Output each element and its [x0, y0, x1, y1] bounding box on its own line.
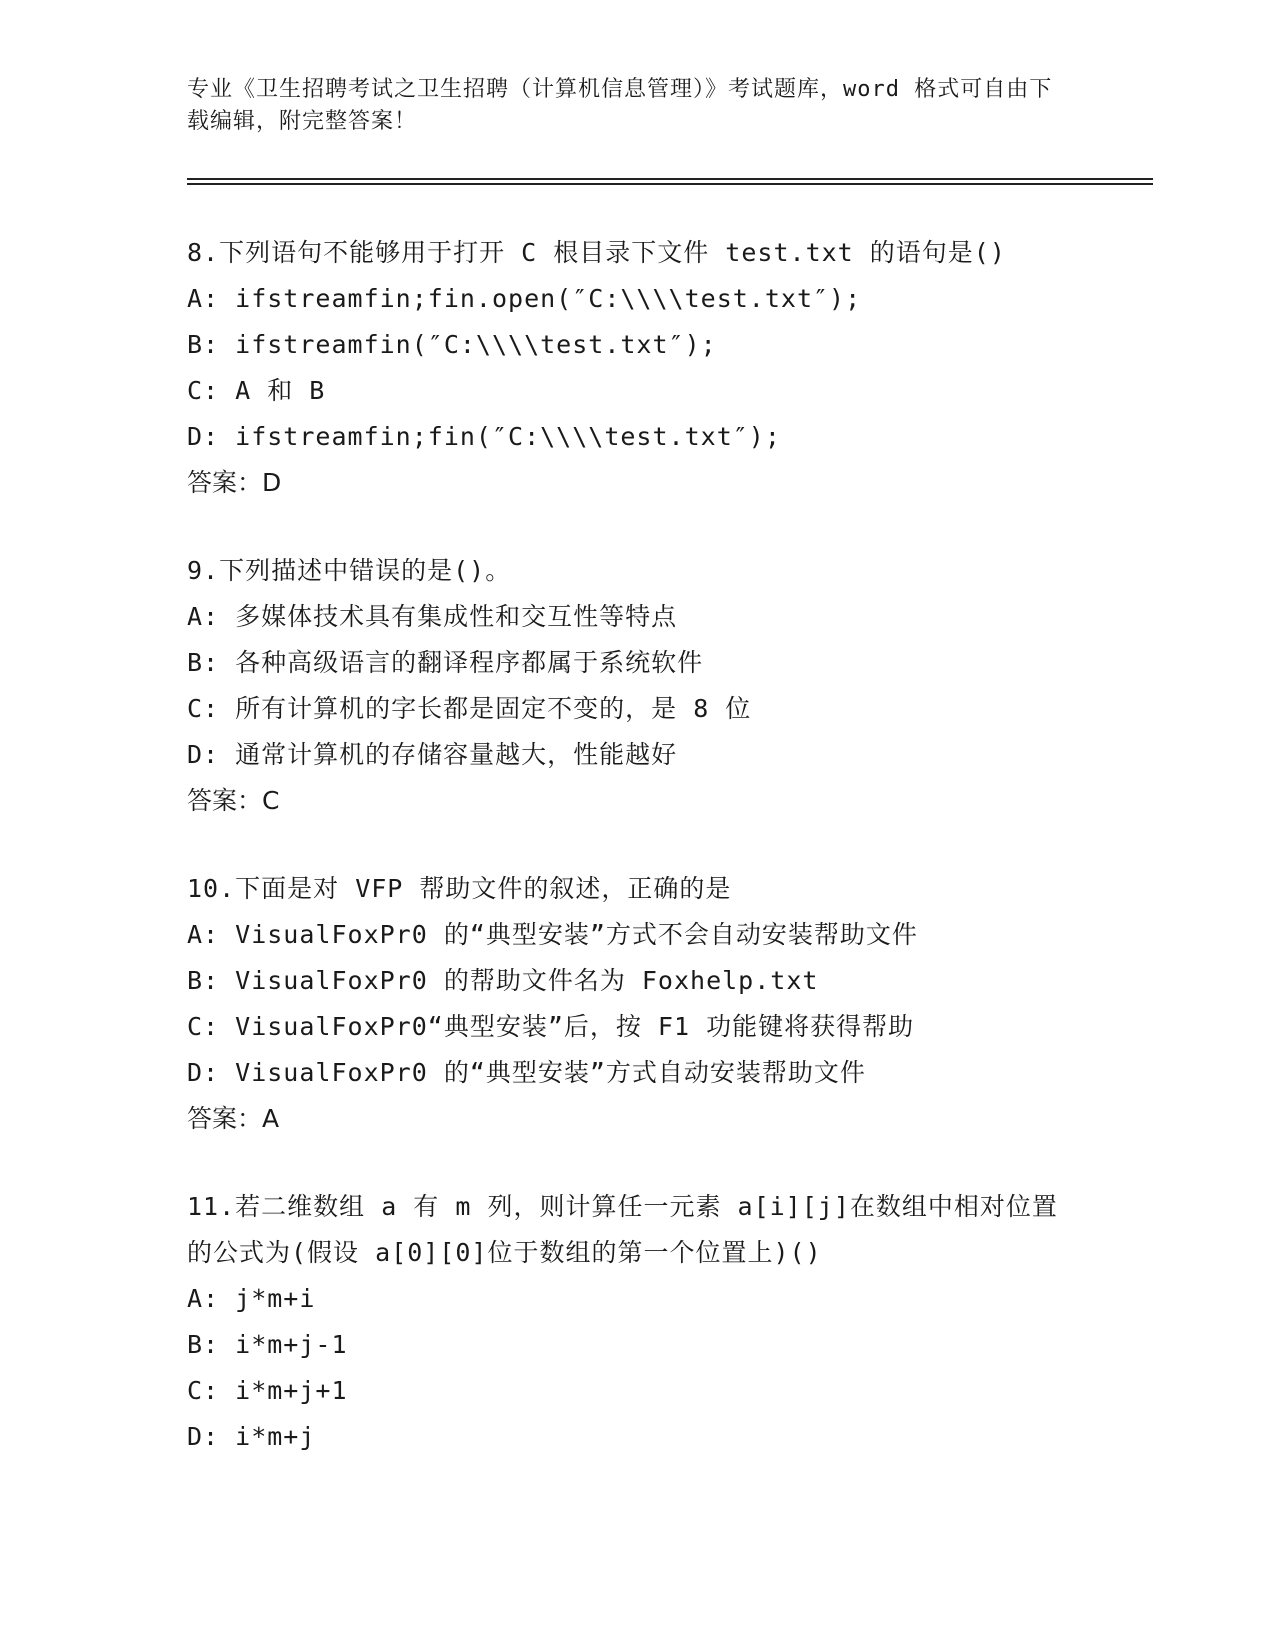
option-b: B: ifstreamfin(″C:\\\\test.txt″);: [187, 330, 717, 359]
option-d: D: i*m+j: [187, 1422, 316, 1451]
option-c: C: i*m+j+1: [187, 1376, 348, 1405]
question-stem: 11.若二维数组 a 有 m 列，则计算任一元素 a[i][j]在数组中相对位置的公式为(假设 a[0][0]位于数组的第一个位置上)(): [187, 1192, 1058, 1267]
document-header: [187, 74, 1067, 138]
option-d: D: ifstreamfin;fin(″C:\\\\test.txt″);: [187, 422, 781, 451]
header-divider-bottom: [187, 183, 1153, 185]
answer-line: 答案：A: [187, 1104, 280, 1133]
option-b: B: 各种高级语言的翻译程序都属于系统软件: [187, 648, 704, 677]
option-c: C: VisualFoxPr0“典型安装”后，按 F1 功能键将获得帮助: [187, 1012, 915, 1041]
question-stem: 8.下列语句不能够用于打开 C 根目录下文件 test.txt 的语句是(): [187, 238, 1006, 267]
question-8: [187, 230, 1087, 506]
option-a: A: j*m+i: [187, 1284, 316, 1313]
option-a: A: VisualFoxPr0 的“典型安装”方式不会自动安装帮助文件: [187, 920, 918, 949]
option-d: D: 通常计算机的存储容量越大，性能越好: [187, 740, 678, 769]
question-stem: 10.下面是对 VFP 帮助文件的叙述，正确的是: [187, 874, 732, 903]
header-divider-top: [187, 178, 1153, 180]
option-c: C: 所有计算机的字长都是固定不变的，是 8 位: [187, 694, 752, 723]
question-9: [187, 548, 1087, 824]
answer-line: 答案：C: [187, 786, 280, 815]
option-c: C: A 和 B: [187, 376, 326, 405]
option-b: B: VisualFoxPr0 的帮助文件名为 Foxhelp.txt: [187, 966, 819, 995]
question-stem: 9.下列描述中错误的是()。: [187, 556, 512, 585]
option-d: D: VisualFoxPr0 的“典型安装”方式自动安装帮助文件: [187, 1058, 866, 1087]
option-b: B: i*m+j-1: [187, 1330, 348, 1359]
option-a: A: 多媒体技术具有集成性和交互性等特点: [187, 602, 678, 631]
question-11: [187, 1184, 1087, 1460]
header-intro-text: 专业《卫生招聘考试之卫生招聘（计算机信息管理）》考试题库，word 格式可自由下载编辑，附完整答案！: [187, 77, 1053, 134]
answer-line: 答案：D: [187, 468, 282, 497]
option-a: A: ifstreamfin;fin.open(″C:\\\\test.txt″);: [187, 284, 862, 313]
question-10: [187, 866, 1087, 1142]
